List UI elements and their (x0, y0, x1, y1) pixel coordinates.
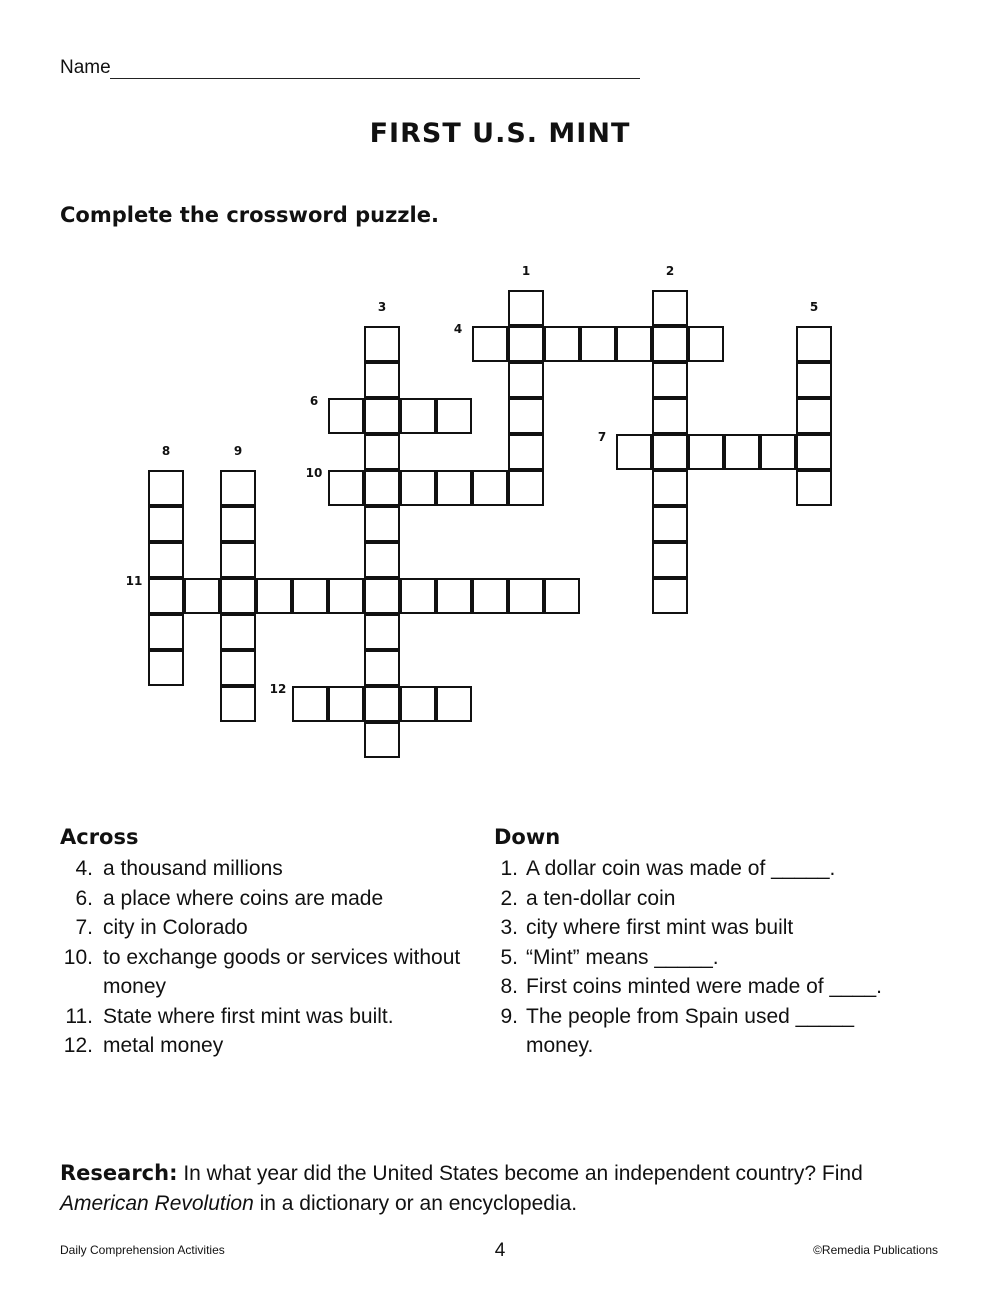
down-clue (494, 884, 926, 914)
across-clue-text: a place where coins are made (103, 886, 384, 910)
crossword-cell[interactable] (400, 578, 436, 614)
crossword-cell[interactable] (220, 614, 256, 650)
crossword-cell[interactable] (652, 398, 688, 434)
clue-number-label: 1 (521, 264, 531, 278)
down-clue-text: “Mint” means _____. (526, 945, 719, 969)
crossword-cell[interactable] (148, 650, 184, 686)
across-clue-number: 11. (65, 1004, 93, 1028)
crossword-cell[interactable] (148, 542, 184, 578)
crossword-cell[interactable] (436, 470, 472, 506)
across-clue (60, 913, 463, 943)
crossword-cell[interactable] (328, 578, 364, 614)
across-clue (60, 1002, 463, 1032)
crossword-cell[interactable] (652, 578, 688, 614)
crossword-cell[interactable] (364, 614, 400, 650)
down-clue-text: The people from Spain used _____ money. (526, 1004, 855, 1057)
crossword-cell[interactable] (364, 686, 400, 722)
crossword-cell[interactable] (220, 686, 256, 722)
crossword-cell[interactable] (472, 578, 508, 614)
across-clue-text: State where first mint was built. (103, 1004, 394, 1028)
crossword-cell[interactable] (472, 470, 508, 506)
crossword-cell[interactable] (148, 506, 184, 542)
page-title: FIRST U.S. MINT (369, 118, 631, 149)
across-clue (60, 884, 463, 914)
clue-number-label: 5 (809, 300, 819, 314)
crossword-cell[interactable] (652, 470, 688, 506)
research-prompt (60, 1158, 950, 1219)
down-section (494, 825, 560, 849)
crossword-cell[interactable] (796, 434, 832, 470)
across-clue-number: 6. (75, 886, 93, 910)
crossword-cell[interactable] (328, 470, 364, 506)
crossword-cell[interactable] (796, 326, 832, 362)
crossword-cell[interactable] (796, 362, 832, 398)
crossword-cell[interactable] (328, 398, 364, 434)
crossword-cell[interactable] (364, 326, 400, 362)
footer-left: Daily Comprehension Activities (60, 1243, 225, 1257)
clue-number-label: 10 (305, 466, 323, 480)
crossword-cell[interactable] (508, 362, 544, 398)
across-clue-number: 12. (63, 1034, 93, 1057)
across-heading: Across (60, 825, 139, 849)
crossword-cell[interactable] (688, 434, 724, 470)
crossword-cell[interactable] (652, 290, 688, 326)
crossword-cell[interactable] (508, 434, 544, 470)
down-clue-number: 1. (500, 857, 518, 880)
crossword-cell[interactable] (436, 686, 472, 722)
crossword-cell[interactable] (148, 578, 184, 614)
crossword-cell[interactable] (508, 290, 544, 326)
down-clue-text: First coins minted were made of ____. (526, 975, 882, 998)
down-clue-number: 2. (500, 886, 518, 910)
crossword-cell[interactable] (220, 650, 256, 686)
down-clue-number: 5. (500, 945, 518, 969)
crossword-cell[interactable] (292, 686, 328, 722)
crossword-cell[interactable] (760, 434, 796, 470)
crossword-cell[interactable] (544, 326, 580, 362)
across-clue-number: 4. (75, 857, 93, 880)
across-clue-number: 10. (63, 945, 93, 969)
crossword-cell[interactable] (148, 470, 184, 506)
crossword-cell[interactable] (652, 542, 688, 578)
crossword-cell[interactable] (400, 686, 436, 722)
crossword-cell[interactable] (652, 362, 688, 398)
clue-number-label: 6 (309, 394, 319, 408)
across-clue (60, 1031, 463, 1061)
across-clue (60, 943, 463, 1002)
across-clue (60, 854, 463, 884)
research-italic-term: American Revolution (60, 1192, 254, 1215)
crossword-cell[interactable] (220, 506, 256, 542)
crossword-cell[interactable] (220, 542, 256, 578)
across-section (60, 825, 138, 849)
crossword-cell[interactable] (364, 650, 400, 686)
crossword-cell[interactable] (400, 398, 436, 434)
down-clue-number: 9. (500, 1004, 518, 1028)
crossword-cell[interactable] (580, 326, 616, 362)
crossword-cell[interactable] (688, 326, 724, 362)
crossword-cell[interactable] (148, 614, 184, 650)
crossword-cell[interactable] (652, 326, 688, 362)
down-clue (494, 1002, 926, 1061)
crossword-cell[interactable] (508, 398, 544, 434)
down-heading: Down (494, 825, 561, 849)
crossword-cell[interactable] (796, 470, 832, 506)
clue-number-label: 7 (597, 430, 607, 444)
instructions: Complete the crossword puzzle. (60, 203, 439, 227)
crossword-cell[interactable] (364, 506, 400, 542)
crossword-cell[interactable] (364, 470, 400, 506)
down-clue-number: 3. (500, 916, 518, 939)
across-clue-text: to exchange goods or services without money (103, 945, 461, 998)
crossword-cell[interactable] (652, 506, 688, 542)
crossword-cell[interactable] (364, 578, 400, 614)
crossword-cell[interactable] (436, 578, 472, 614)
across-clue-number: 7. (75, 916, 93, 939)
across-clue-list (60, 854, 463, 1061)
crossword-cell[interactable] (292, 578, 328, 614)
crossword-cell[interactable] (652, 434, 688, 470)
across-clue-text: a thousand millions (103, 857, 283, 880)
clue-number-label: 3 (377, 300, 387, 314)
down-clue-text: city where first mint was built (526, 916, 794, 939)
crossword-cell[interactable] (508, 578, 544, 614)
crossword-cell[interactable] (508, 470, 544, 506)
down-clue (494, 943, 926, 973)
crossword-cell[interactable] (796, 398, 832, 434)
clue-number-label: 4 (453, 322, 463, 336)
crossword-cell[interactable] (400, 470, 436, 506)
down-clue-number: 8. (500, 975, 518, 998)
crossword-cell[interactable] (364, 722, 400, 758)
down-clue-list (494, 854, 926, 1061)
crossword-cell[interactable] (184, 578, 220, 614)
crossword-cell[interactable] (364, 362, 400, 398)
crossword-cell[interactable] (256, 578, 292, 614)
crossword-cell[interactable] (616, 434, 652, 470)
clue-number-label: 9 (233, 444, 243, 458)
crossword-cell[interactable] (508, 326, 544, 362)
clue-number-label: 12 (269, 682, 287, 696)
down-clue (494, 854, 926, 884)
crossword-cell[interactable] (364, 434, 400, 470)
name-label: Name (60, 57, 111, 78)
across-clue-text: city in Colorado (103, 916, 248, 939)
down-clue (494, 913, 926, 943)
clue-number-label: 8 (161, 444, 171, 458)
across-clue-text: metal money (103, 1034, 224, 1057)
crossword-cell[interactable] (220, 470, 256, 506)
down-clue (494, 972, 926, 1002)
down-clue-text: A dollar coin was made of _____. (526, 857, 836, 880)
research-text-2: in a dictionary or an encyclopedia. (253, 1192, 578, 1215)
clue-number-label: 11 (125, 574, 143, 588)
crossword-cell[interactable] (328, 686, 364, 722)
crossword-cell[interactable] (436, 398, 472, 434)
crossword-cell[interactable] (364, 398, 400, 434)
research-label: Research: (60, 1161, 178, 1185)
clue-number-label: 2 (665, 264, 675, 278)
crossword-cell[interactable] (616, 326, 652, 362)
research-text-1: In what year did the United States become an independent country? Find (177, 1162, 863, 1185)
crossword-cell[interactable] (220, 578, 256, 614)
crossword-cell[interactable] (544, 578, 580, 614)
footer-right: ©Remedia Publications (813, 1243, 938, 1257)
page-number: 4 (494, 1240, 506, 1261)
crossword-cell[interactable] (472, 326, 508, 362)
crossword-cell[interactable] (364, 542, 400, 578)
down-clue-text: a ten-dollar coin (526, 886, 676, 910)
crossword-cell[interactable] (724, 434, 760, 470)
